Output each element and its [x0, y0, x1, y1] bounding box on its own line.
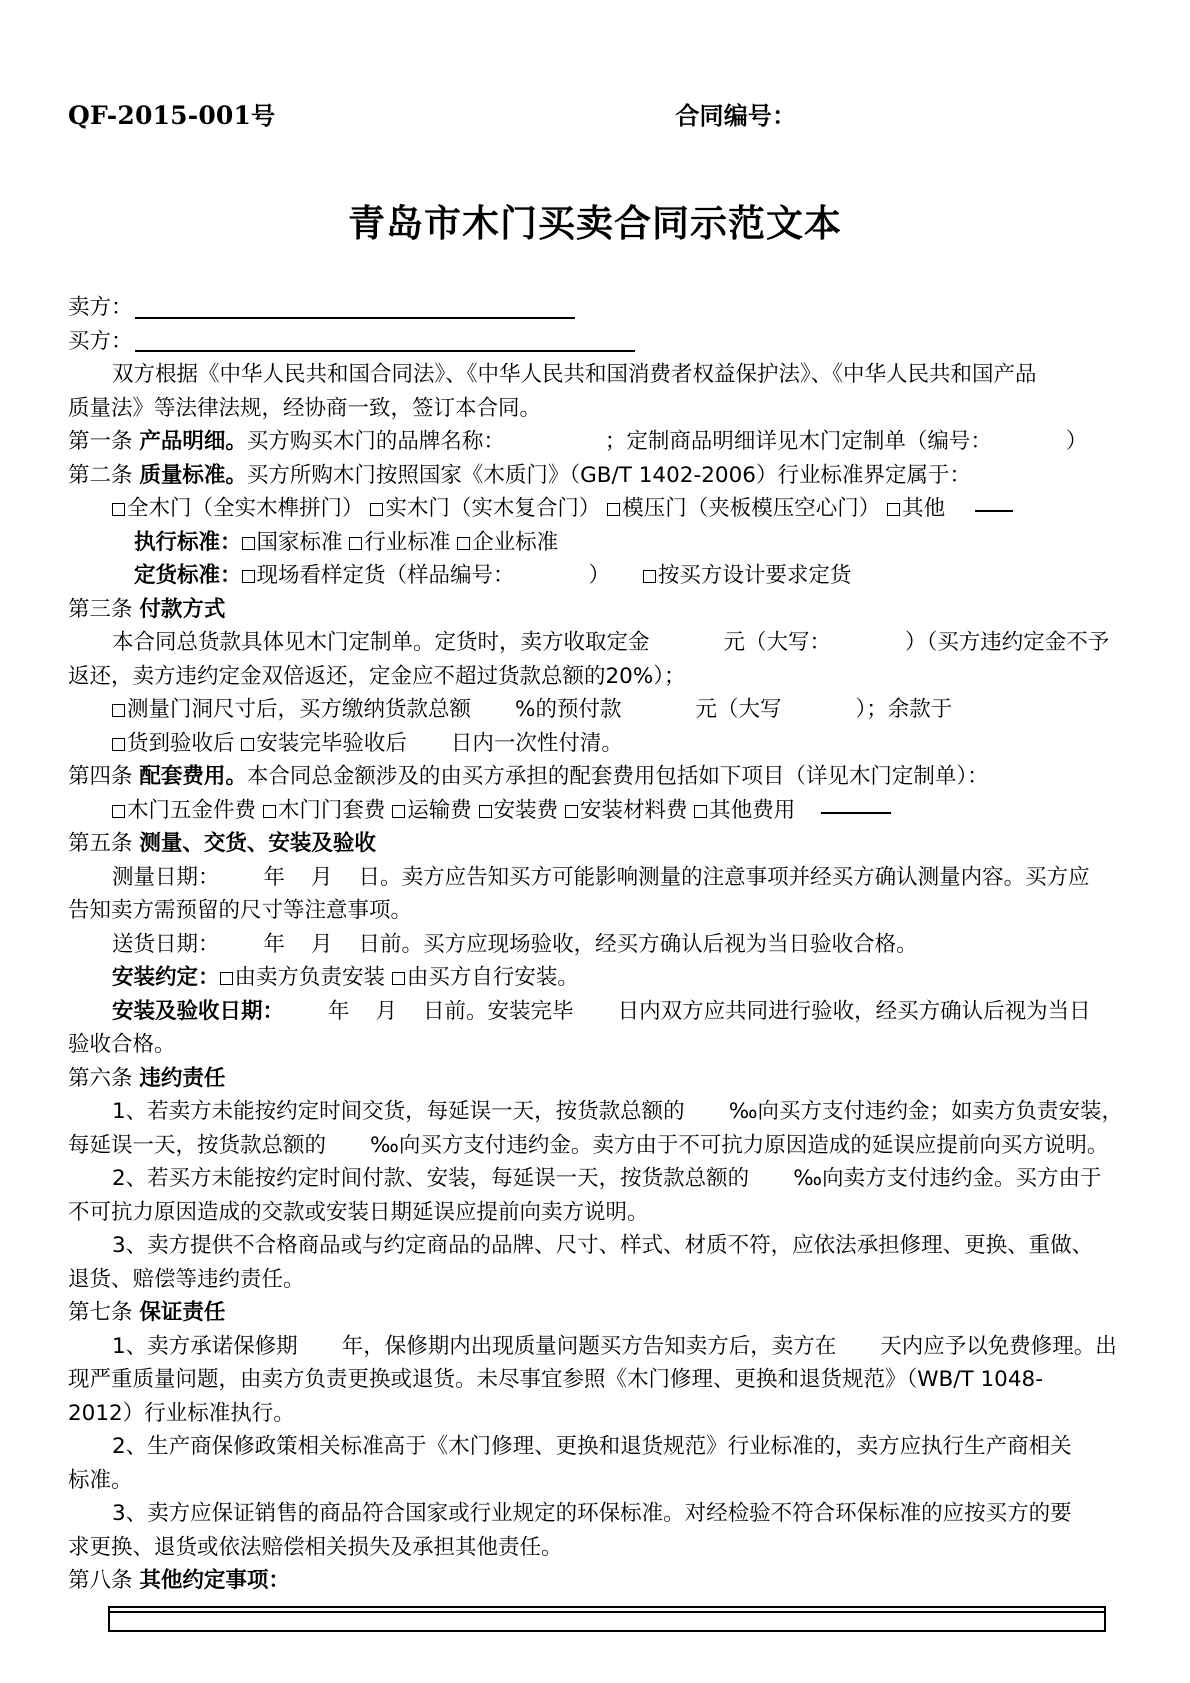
acceptance-date-row	[68, 995, 1122, 1029]
article-1-heading: 产品明细。	[139, 429, 247, 454]
option-label-sample-order: 现场看样定货（样品编号：	[256, 563, 515, 588]
article-3-p1-line2: 返还，卖方违约定金双倍返还，定金应不超过货款总额的20%）；	[68, 663, 686, 689]
seller-row	[68, 291, 1122, 325]
acceptance-year-unit: 年	[328, 998, 350, 1024]
checkbox-icon-buyer-design-order[interactable]	[643, 570, 656, 583]
article-3-opt2-row	[68, 727, 1122, 761]
article-7-item-1-line-1	[68, 1330, 1122, 1364]
checkbox-icon-installation-material-fee[interactable]	[565, 805, 578, 818]
checkbox-icon-other-fee[interactable]	[694, 805, 707, 818]
article-2-heading: 质量标准。	[139, 462, 247, 488]
acceptance-month-unit: 月	[375, 998, 398, 1024]
article-6-item-1-text-b: ‰向买方支付违约金；如卖方负责安装，	[728, 1099, 1124, 1124]
buyer-label: 买方：	[68, 328, 133, 354]
delivery-text: 买方应现场验收，经买方确认后视为当日验收合格。	[423, 931, 918, 957]
article-6-item-1-text-a: 1、若卖方未能按约定时间交货，每延误一天，按货款总额的	[112, 1099, 685, 1124]
option-label-installation-material-fee: 安装材料费	[579, 797, 688, 823]
preamble-line-1: 双方根据《中华人民共和国合同法》、《中华人民共和国消费者权益保护法》、《中华人民共和国产品	[112, 362, 1037, 387]
article-5-number: 第五条	[68, 831, 133, 856]
option-label-other-fee: 其他费用	[709, 797, 796, 823]
article-7-item-1-line-2: 现严重质量问题，由卖方负责更换或退货。未尽事宜参照《木门修理、更换和退货规范》（WB/T 1048-	[68, 1367, 1043, 1392]
article-3-opt2a: 货到验收后	[127, 730, 235, 756]
article-3-number: 第三条	[68, 596, 133, 622]
article-3-p1c: ）（买方违约定金不予	[905, 630, 1110, 655]
option-label-full-wood-door: 全木门（全实木榫拼门）	[127, 496, 364, 521]
delivery-year-unit: 年	[263, 931, 286, 957]
form-code: QF-2015-001号	[68, 101, 276, 130]
buyer-row	[68, 325, 1122, 359]
article-4-heading: 配套费用。	[139, 764, 247, 789]
option-label-other-door: 其他	[902, 496, 946, 521]
article-1-line	[68, 425, 1122, 459]
checkbox-icon-installation-fee[interactable]	[479, 805, 492, 818]
article-7-item-3-line-1: 3、卖方应保证销售的商品符合国家或行业规定的环保标准。对经检验不符合环保标准的应按买方的要	[112, 1501, 1072, 1526]
article-7-item-2-line-1: 2、生产商保修政策相关标准高于《木门修理、更换和退货规范》行业标准的，卖方应执行生产商相关	[112, 1434, 1072, 1459]
article-3-heading: 付款方式	[139, 596, 226, 622]
article-4-number: 第四条	[68, 764, 133, 789]
option-label-transport-fee: 运输费	[407, 797, 472, 823]
article-1-number: 第一条	[68, 429, 133, 454]
article-6-number: 第六条	[68, 1065, 133, 1091]
contract-number-label: 合同编号：	[675, 102, 797, 130]
delivery-month-unit: 月	[311, 931, 333, 957]
article-7-item-1-text-a: 1、卖方承诺保修期	[112, 1333, 298, 1359]
article-6-item-1-text-c: 每延误一天，按货款总额的	[68, 1132, 327, 1158]
measure-date-label: 测量日期：	[112, 864, 220, 890]
delivery-date-row	[68, 928, 1122, 962]
option-label-door-frame-fee: 木门门套费	[277, 797, 386, 823]
install-agreement-label: 安装约定：	[112, 965, 220, 990]
article-6-item-2-line-2: 不可抗力原因造成的交款或安装日期延误应提前向卖方说明。	[68, 1199, 649, 1225]
delivery-day-unit: 日前。	[358, 931, 424, 957]
article-8-heading: 其他约定事项：	[139, 1568, 290, 1593]
checkbox-icon-transport-fee[interactable]	[392, 805, 405, 818]
other-terms-box-rule	[110, 1611, 1104, 1623]
article-3-opt1b: %的预付款	[515, 697, 622, 722]
article-2-intro: 买方所购木门按照国家《木质门》（GB/T 1402-2006）行业标准界定属于：	[246, 462, 971, 488]
article-2-options-row	[68, 492, 1122, 526]
option-label-enterprise-standard: 企业标准	[472, 529, 559, 555]
checkbox-icon-molded-door[interactable]	[607, 503, 620, 516]
article-3-p1a: 本合同总货款具体见木门定制单。定货时，卖方收取定金	[112, 630, 650, 655]
option-label-seller-installs: 由卖方负责安装	[234, 965, 386, 990]
article-6-item-1-line-2	[68, 1129, 1122, 1163]
article-6-heading: 违约责任	[139, 1065, 226, 1091]
article-2-line	[68, 459, 1122, 493]
article-6-item-1-text-d: ‰向买方支付违约金。卖方由于不可抗力原因造成的延误应提前向买方说明。	[370, 1132, 1109, 1158]
article-3-opt2c: 日内一次性付清。	[450, 730, 623, 756]
article-1-text-c: ）	[1065, 429, 1088, 454]
article-7-item-2-line-2: 标准。	[68, 1467, 133, 1493]
seller-label: 卖方：	[68, 295, 133, 320]
checkbox-icon-sample-order[interactable]	[242, 570, 255, 583]
acceptance-date-label: 安装及验收日期：	[112, 998, 285, 1024]
delivery-date-label: 送货日期：	[112, 931, 220, 957]
option-label-national-standard: 国家标准	[256, 529, 343, 555]
acceptance-text: 日内双方应共同进行验收，经买方确认后视为当日	[617, 998, 1091, 1024]
checkbox-icon-national-standard[interactable]	[242, 537, 255, 550]
other-terms-box[interactable]	[108, 1606, 1106, 1632]
article-6-item-1-line-1	[68, 1095, 1122, 1129]
measure-date-row	[68, 861, 1122, 895]
contract-body	[68, 291, 1122, 1632]
article-7-item-1-text-b: 年，保修期内出现质量问题买方告知卖方后，卖方在	[341, 1333, 837, 1359]
acceptance-text-line2: 验收合格。	[68, 1032, 176, 1057]
measure-year-unit: 年	[263, 864, 286, 890]
install-agreement-row	[68, 961, 1122, 995]
article-6-item-3-line-2: 退货、赔偿等违约责任。	[68, 1266, 305, 1292]
article-4-intro: 本合同总金额涉及的由买方承担的配套费用包括如下项目（详见木门定制单）：	[246, 764, 989, 789]
checkbox-icon-on-delivery-acceptance[interactable]	[112, 738, 125, 751]
checkbox-icon-full-wood-door[interactable]	[112, 503, 125, 516]
article-6-item-3-line-1: 3、卖方提供不合格商品或与约定商品的品牌、尺寸、样式、材质不符，应依法承担修理、更换、重做、	[112, 1233, 1094, 1258]
article-6-line	[68, 1062, 1122, 1096]
checkbox-icon-door-frame-fee[interactable]	[263, 805, 276, 818]
article-7-number: 第七条	[68, 1300, 133, 1325]
article-8-number: 第八条	[68, 1568, 133, 1593]
article-4-other-fee-blank[interactable]	[821, 812, 891, 814]
preamble-line-2: 质量法》等法律法规，经协商一致，签订本合同。	[68, 395, 542, 421]
option-label-molded-door: 模压门（夹板模压空心门）	[622, 496, 881, 521]
measure-text: 卖方应告知买方可能影响测量的注意事项并经买方确认测量内容。买方应	[401, 864, 1090, 890]
checkbox-icon-seller-installs[interactable]	[220, 972, 233, 985]
article-1-text-a: 买方购买木门的品牌名称：	[246, 429, 505, 454]
article-3-p1-line1	[68, 626, 1122, 660]
article-6-item-2-line-1	[68, 1162, 1122, 1196]
article-8-line	[68, 1564, 1122, 1598]
checkbox-icon-other-door[interactable]	[887, 503, 900, 516]
article-7-item-1-line-3: 2012）行业标准执行。	[68, 1400, 295, 1426]
article-3-opt1-row	[68, 693, 1122, 727]
acceptance-day-unit: 日前。安装完毕	[423, 998, 574, 1024]
measure-text-line2: 告知卖方需预留的尺寸等注意事项。	[68, 898, 413, 923]
page-header	[68, 96, 1122, 131]
article-6-item-2-text-b: ‰向卖方支付违约金。买方由于	[793, 1166, 1102, 1191]
article-2-number: 第二条	[68, 462, 133, 488]
article-4-options-row	[68, 794, 1122, 828]
checkbox-icon-buyer-installs[interactable]	[392, 972, 405, 985]
exec-standard-label: 执行标准：	[134, 529, 242, 555]
option-label-sample-order-close: ）	[588, 563, 611, 588]
article-7-heading: 保证责任	[139, 1300, 226, 1325]
article-1-text-b: ；定制商品明细详见木门定制单（编号：	[604, 429, 992, 454]
article-3-opt2b: 安装完毕验收后	[256, 730, 407, 756]
checkbox-icon-enterprise-standard[interactable]	[457, 537, 470, 550]
article-5-heading: 测量、交货、安装及验收	[139, 831, 376, 856]
article-5-line	[68, 827, 1122, 861]
article-7-line	[68, 1296, 1122, 1330]
seller-input-rule[interactable]	[135, 317, 575, 319]
article-6-item-2-text-a: 2、若买方未能按约定时间付款、安装，每延误一天，按货款总额的	[112, 1166, 750, 1191]
checkbox-icon-hardware-fee[interactable]	[112, 805, 125, 818]
option-label-buyer-design-order: 按买方设计要求定货	[657, 563, 852, 588]
article-4-line	[68, 760, 1122, 794]
option-label-solid-wood-door: 实木门（实木复合门）	[385, 496, 601, 521]
article-3-opt1c: 元（大写	[695, 697, 782, 722]
checkbox-icon-industry-standard[interactable]	[349, 537, 362, 550]
option-label-installation-fee: 安装费	[493, 797, 559, 823]
article-7-item-1-text-c: 天内应予以免费修理。出	[880, 1333, 1117, 1359]
exec-standard-row	[68, 526, 1122, 560]
page-title: 青岛市木门买卖合同示范文本	[348, 202, 842, 245]
article-3-opt1a: 测量门洞尺寸后，买方缴纳货款总额	[127, 697, 472, 722]
option-label-industry-standard: 行业标准	[364, 529, 451, 555]
option-label-buyer-installs: 由买方自行安装。	[406, 965, 579, 990]
article-3-line	[68, 593, 1122, 627]
checkbox-icon-after-install-acceptance[interactable]	[241, 738, 254, 751]
checkbox-icon-solid-wood-door[interactable]	[370, 503, 383, 516]
measure-month-unit: 月	[311, 864, 333, 890]
order-standard-label: 定货标准：	[134, 563, 242, 588]
article-7-item-3-line-2: 求更换、退货或依法赔偿相关损失及承担其他责任。	[68, 1534, 563, 1560]
measure-day-unit: 日。	[358, 864, 402, 890]
buyer-input-rule[interactable]	[135, 350, 635, 352]
option-label-hardware-fee: 木门五金件费	[127, 797, 257, 823]
article-3-p1b: 元（大写：	[723, 630, 832, 655]
order-standard-row	[68, 559, 1122, 593]
checkbox-icon-prepayment[interactable]	[112, 704, 125, 717]
article-2-other-blank[interactable]	[975, 510, 1013, 512]
article-3-opt1d: ）；余款于	[855, 697, 953, 722]
